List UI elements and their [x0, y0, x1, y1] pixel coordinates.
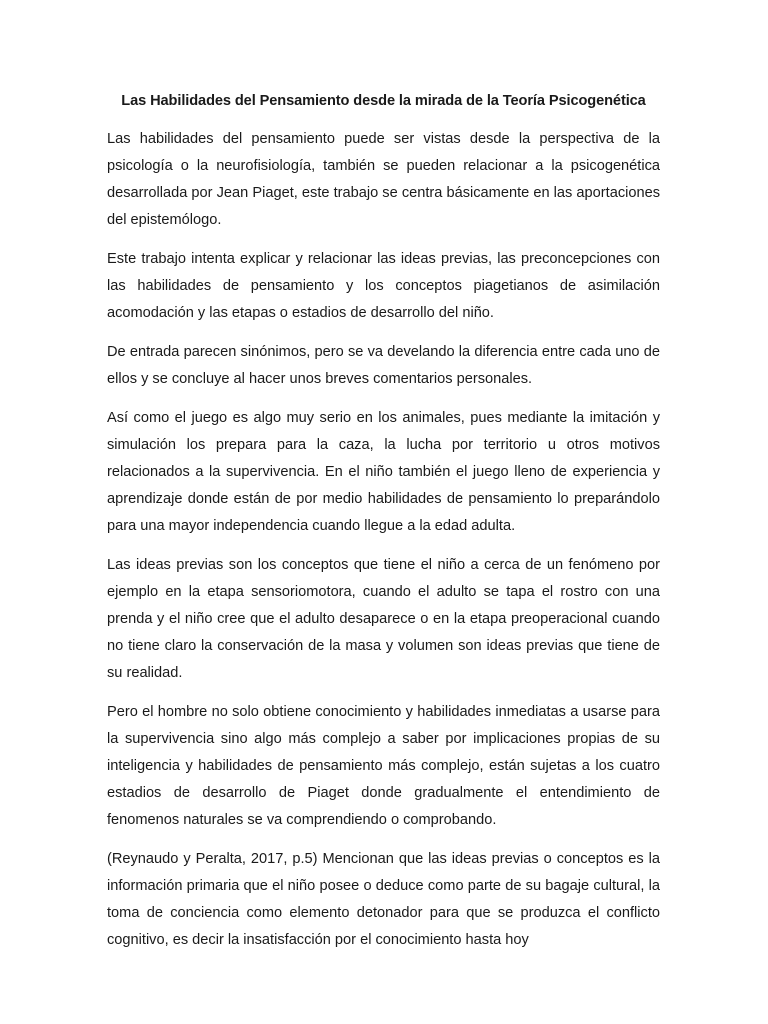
document-title: Las Habilidades del Pensamiento desde la mirada de la Teoría Psicogenética [121, 93, 646, 109]
paragraph-play: Así como el juego es algo muy serio en los animales, pues mediante la imitación y simulación los prepara para la caza, la lucha por territorio u otros motivos relacionados a la supervivencia. En el niño también el juego lleno de experiencia y aprendizaje donde están de por medio habilidades de pensamiento lo preparándolo para una mayor independencia cuando llegue a la edad adulta. [107, 410, 660, 534]
paragraph-objective: Este trabajo intenta explicar y relacionar las ideas previas, las preconcepciones con las habilidades de pensamiento y los conceptos piagetianos de asimilación acomodación y las etapas o estadios de desarrollo del niño. [107, 251, 660, 321]
paragraph-citation: (Reynaudo y Peralta, 2017, p.5) Mencionan que las ideas previas o conceptos es la información primaria que el niño posee o deduce como parte de su bagaje cultural, la toma de conciencia como elemento detonador para que se produzca el conflicto cognitivo, es decir la insatisfacción por el conocimiento hasta hoy [107, 851, 660, 948]
paragraph-synonyms: De entrada parecen sinónimos, pero se va develando la diferencia entre cada uno de ellos y se concluye al hacer unos breves comentarios personales. [107, 344, 660, 387]
document-page [107, 88, 660, 966]
paragraph-complex-knowledge: Pero el hombre no solo obtiene conocimiento y habilidades inmediatas a usarse para la supervivencia sino algo más complejo a saber por implicaciones propias de su inteligencia y habilidades de pensamiento más complejo, están sujetas a los cuatro estadios de desarrollo de Piaget donde gradualmente el entendimiento de fenomenos naturales se va comprendiendo o comprobando. [107, 704, 660, 828]
paragraph-prior-ideas: Las ideas previas son los conceptos que tiene el niño a cerca de un fenómeno por ejemplo en la etapa sensoriomotora, cuando el adulto se tapa el rostro con una prenda y el niño cree que el adulto desaparece o en la etapa preoperacional cuando no tiene claro la conservación de la masa y volumen son ideas previas que tiene de su realidad. [107, 557, 660, 681]
paragraph-intro: Las habilidades del pensamiento puede ser vistas desde la perspectiva de la psicología o la neurofisiología, también se pueden relacionar a la psicogenética desarrollada por Jean Piaget, este trabajo se centra básicamente en las aportaciones del epistemólogo. [107, 131, 660, 228]
